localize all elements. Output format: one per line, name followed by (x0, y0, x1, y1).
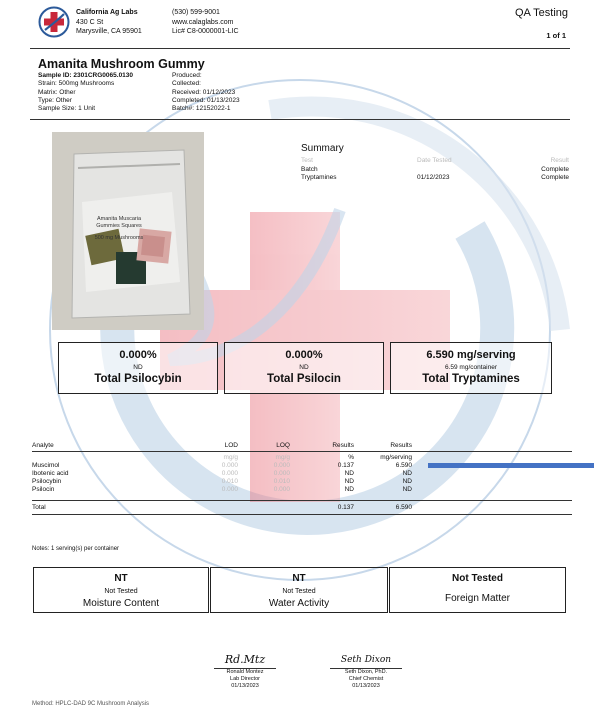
signer-title: Lab Director (230, 676, 260, 682)
analyte-mg: ND (402, 470, 412, 477)
analyte-name: Muscimol (32, 462, 60, 469)
analyte-header-rule (32, 451, 572, 452)
result-box-tryptamines (390, 342, 552, 394)
sample-meta-left (38, 72, 133, 113)
analyte-lod: 0.010 (221, 478, 238, 485)
result-label: Total Psilocin (267, 373, 341, 385)
analyte-bar (428, 463, 594, 468)
analyte-pct: ND (344, 486, 354, 493)
signer-date: 01/13/2023 (231, 683, 259, 689)
sample-size: Sample Size: 1 Unit (38, 105, 96, 113)
analyte-pct: 0.137 (337, 462, 354, 469)
bag-label (88, 216, 150, 242)
sample-batch: Batch#: 12152022-1 (172, 105, 231, 113)
analyte-loq: 0.010 (273, 478, 290, 485)
col-lod: LOD (224, 442, 238, 449)
analyte-loq: 0.000 (273, 486, 290, 493)
total-pct: 0.137 (337, 504, 354, 511)
total-mg: 6.590 (395, 504, 412, 511)
result-value: 0.000% (285, 349, 323, 361)
total-label: Total (32, 504, 46, 511)
result-sub: 6.59 mg/container (444, 364, 498, 371)
unit-pct: % (348, 454, 354, 461)
signature-director (214, 654, 276, 690)
summary-table (301, 157, 569, 183)
summary-result: Complete (541, 165, 569, 173)
summary-test: Tryptamines (301, 174, 337, 181)
lab-name: California Ag Labs (76, 9, 138, 16)
notes: Notes: 1 serving(s) per container (32, 546, 120, 552)
col-analyte: Analyte (32, 442, 54, 449)
result-label: Total Psilocybin (94, 373, 182, 385)
analyte-loq: 0.000 (273, 462, 290, 469)
result-sub: ND (133, 364, 143, 371)
sample-type: Type: Other (38, 96, 72, 104)
signature-script: Rd.Mtz (224, 653, 266, 666)
bag-label-line2: Gummies Squares (96, 223, 142, 229)
analyte-mg: ND (402, 486, 412, 493)
summary-test: Batch (301, 165, 318, 173)
lab-logo-icon (38, 6, 70, 38)
analyte-lod: 0.000 (221, 470, 238, 477)
analyte-row (32, 470, 572, 478)
other-test-label: Moisture Content (82, 598, 160, 609)
doc-type: QA Testing (515, 7, 568, 19)
unit-mg: mg/serving (380, 454, 412, 461)
col-results-pct: Results (332, 442, 354, 449)
analyte-units-row (32, 454, 572, 462)
analyte-loq: 0.000 (273, 470, 290, 477)
signer-name: Ronald Montez (226, 669, 264, 675)
footer-method: Method: HPLC-DAD 9C Mushroom Analysis (32, 701, 150, 707)
sample-collected: Collected: (172, 80, 201, 88)
sample-strain: Strain: 500mg Mushrooms (38, 80, 115, 88)
other-test-sub: Not Tested (282, 588, 316, 595)
col-loq: LOQ (276, 442, 290, 449)
lab-website: www.calaglabs.com (172, 18, 234, 26)
other-test-value: Not Tested (452, 573, 503, 584)
page-number: 1 of 1 (546, 31, 566, 40)
result-label: Total Tryptamines (422, 373, 520, 385)
analyte-pct: ND (344, 470, 354, 477)
summary-col-result: Result (550, 157, 569, 164)
header-divider (30, 48, 570, 49)
analyte-mg: 6.590 (395, 462, 412, 469)
signer-title: Chief Chemist (348, 676, 384, 682)
sample-matrix: Matrix: Other (38, 88, 76, 96)
analyte-name: Psilocybin (32, 478, 62, 485)
signature-chemist (330, 654, 402, 690)
lab-license: Lic# C8-0000001-LIC (172, 28, 239, 35)
lab-address-block (76, 8, 142, 37)
summary-col-date: Date Tested (417, 157, 452, 164)
summary-col-test: Test (301, 157, 313, 164)
summary-row (301, 166, 569, 175)
analyte-lod: 0.000 (221, 462, 238, 469)
analyte-total-row (32, 504, 572, 512)
unit-loq: mg/g (275, 454, 290, 461)
other-test-label: Water Activity (268, 598, 330, 609)
lab-address-line1: 430 C St (76, 18, 104, 26)
other-test-value: NT (292, 573, 306, 584)
sample-received: Received: 01/12/2023 (172, 88, 236, 96)
product-title: Amanita Mushroom Gummy (38, 57, 205, 71)
analyte-bottom-rule (32, 514, 572, 515)
bag-label-line1: Amanita Muscaria (96, 216, 142, 222)
result-box-psilocybin (58, 342, 218, 394)
result-value: 6.590 mg/serving (426, 349, 516, 361)
analyte-lod: 0.000 (221, 486, 238, 493)
analyte-total-rule (32, 500, 572, 501)
analyte-row (32, 462, 572, 470)
analyte-row (32, 486, 572, 494)
lab-phone: (530) 599-9001 (172, 9, 220, 16)
other-test-water-activity (210, 567, 388, 613)
lab-contact-block (172, 8, 239, 37)
analyte-pct: ND (344, 478, 354, 485)
summary-header-row (301, 157, 569, 166)
analyte-mg: ND (402, 478, 412, 485)
product-photo (52, 132, 204, 330)
sample-completed: Completed: 01/13/2023 (172, 96, 240, 104)
other-test-sub: Not Tested (104, 588, 138, 595)
result-box-psilocin (224, 342, 384, 394)
summary-row (301, 174, 569, 183)
analyte-header-row (32, 442, 572, 450)
bag-label-line3: 500 mg Mushrooms (94, 235, 144, 241)
sample-id: Sample ID: 2301CRG0065.0130 (38, 72, 134, 79)
lab-address-line2: Marysville, CA 95901 (76, 28, 142, 35)
summary-date (417, 166, 499, 175)
sample-meta-right (172, 72, 240, 113)
result-value: 0.000% (119, 349, 157, 361)
analyte-name: Ibotenic acid (32, 470, 69, 477)
other-test-foreign-matter (389, 567, 566, 613)
product-divider (30, 119, 570, 120)
summary-title: Summary (301, 143, 344, 154)
signer-date: 01/13/2023 (352, 683, 380, 689)
analyte-name: Psilocin (32, 486, 55, 493)
unit-lod: mg/g (223, 454, 238, 461)
analyte-table (32, 442, 572, 515)
summary-date: 01/12/2023 (417, 174, 450, 181)
other-test-moisture (33, 567, 209, 613)
summary-result: Complete (541, 174, 569, 181)
sample-produced: Produced: (172, 72, 202, 79)
signature-script: Seth Dixon (340, 655, 392, 665)
analyte-row (32, 478, 572, 486)
other-test-value: NT (114, 573, 128, 584)
other-test-label: Foreign Matter (444, 593, 511, 604)
col-results-mg: Results (390, 442, 412, 449)
result-sub: ND (299, 364, 309, 371)
signer-name: Seth Dixon, PhD. (344, 669, 388, 675)
